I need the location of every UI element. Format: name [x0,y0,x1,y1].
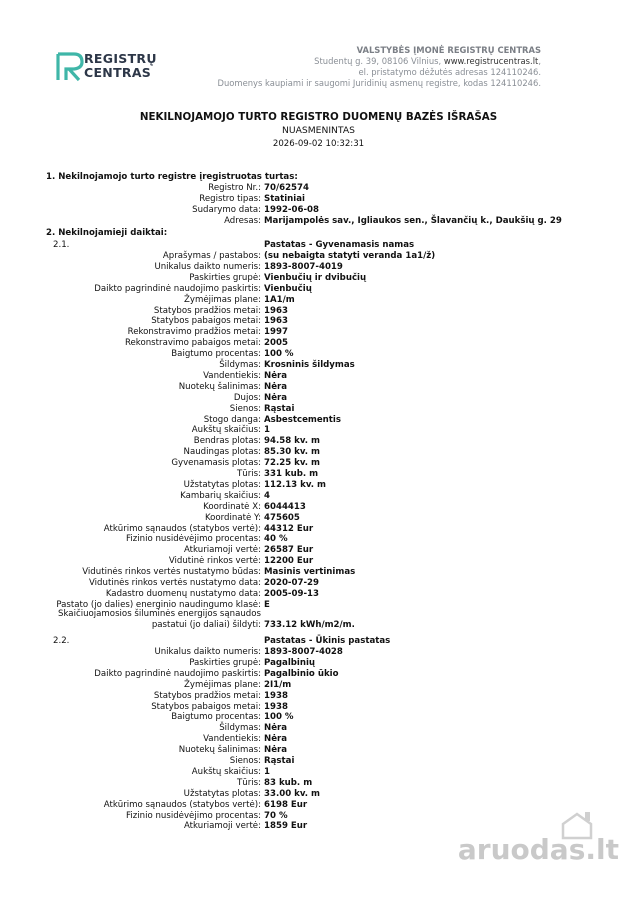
row-value: 1893-8007-4028 [264,647,343,657]
document-subtitle: NUASMENINTAS [282,125,355,136]
row-value: Nėra [264,745,288,756]
item-number: 2.2. [53,636,70,646]
row-value: Vienbučių ir dvibučių [264,272,367,283]
row-label: Paskirties grupė: [189,272,261,283]
field-row [0,194,637,205]
row-value: 1893-8007-4019 [264,261,343,272]
field-row [0,458,637,469]
row-label: Vidutinės rinkos vertės nustatymo data: [88,578,261,588]
row-label: Atkuriamoji vertė: [183,821,261,832]
field-row [0,691,637,702]
row-value: Nėra [264,381,288,392]
field-row [0,338,637,349]
row-value: Marijampolės sav., Igliaukos sen., Šlavančių k., Daukšių g. 29 [264,215,562,226]
row-value: Asbestcementis [264,414,341,425]
row-label: Nuotekų šalinimas: [178,745,261,756]
row-label: Daikto pagrindinė naudojimo paskirtis: [94,283,261,294]
field-row [0,360,637,371]
row-value: 1992-06-08 [264,204,319,215]
field-row [0,800,637,811]
row-value: 6044413 [264,501,306,512]
logo-text [84,52,157,80]
field-row [0,789,637,800]
field-row [0,756,637,767]
row-value: 100 % [264,349,294,360]
row-value: 1938 [264,701,288,712]
address-text: Studentų g. 39, 08106 Vilnius, [314,56,444,66]
field-row [0,767,637,778]
field-row [0,811,637,822]
row-label: Paskirties grupė: [189,657,261,668]
row-label: Unikalus daikto numeris: [154,647,261,657]
field-row [0,262,637,273]
row-value: Pagalbinių [264,657,316,668]
row-value: 26587 Eur [264,545,314,556]
document-datetime: 2026-09-02 10:32:31 [272,139,365,149]
organization-info [218,45,541,89]
row-label: Rekonstravimo pabaigos metai: [124,338,261,349]
row-label: Sienos: [229,403,261,414]
row-label: Šildymas: [219,723,261,734]
row-value: Pagalbinio ūkio [264,668,339,679]
row-value: 1963 [264,305,288,316]
energy-consumption-row [0,609,637,631]
field-row [0,327,637,338]
row-label: Žymėjimas plane: [184,294,261,305]
logo-line-1: REGISTRŲ [84,51,157,66]
field-row [0,502,637,513]
row-value: (su nebaigta statyti veranda 1a1/ž) [264,251,436,261]
row-value: 733.12 kWh/m2/m. [264,620,355,630]
row-label: Registro Nr.: [208,183,261,193]
row-value: Nėra [264,392,288,403]
field-row [0,778,637,789]
field-row [0,425,637,436]
row-label: Pastato (jo dalies) energinio naudingumo klasė: [56,599,261,610]
field-row [0,480,637,491]
item-name: Pastatas - Gyvenamasis namas [264,240,415,250]
row-label: Šildymas: [219,360,261,370]
field-row [0,415,637,426]
field-row [0,712,637,723]
row-label: Vandentiekis: [203,370,261,381]
organization-register: Duomenys kaupiami ir saugomi Juridinių asmenų registre, kodas 124110246. [217,78,541,88]
item-number: 2.1. [53,240,70,250]
row-label: Sudarymo data: [192,204,261,215]
row-value: 40 % [264,534,288,545]
row-label: Fizinio nusidėvėjimo procentas: [126,810,261,821]
organization-name: VALSTYBĖS ĮMONĖ REGISTRŲ CENTRAS [356,45,541,55]
row-label: Kambarių skaičius: [180,490,261,501]
website-link[interactable]: www.registrucentras.lt [443,56,539,66]
row-label: Aukštų skaičius: [191,425,261,436]
field-row [0,658,637,669]
field-row [0,723,637,734]
field-row [0,647,637,658]
field-row [0,745,637,756]
row-label: Koordinatė X: [203,501,261,512]
row-value: 83 kub. m [264,777,313,788]
row-value: 70/62574 [264,183,309,193]
row-value: Vienbučių [264,283,312,294]
row-label: Tūris: [237,469,261,479]
row-label: Aukštų skaičius: [191,766,261,777]
document-title: NEKILNOJAMOJO TURTO REGISTRO DUOMENŲ BAZĖS IŠRAŠAS [139,111,498,123]
row-value: 2020-07-29 [264,578,319,588]
row-value: 1963 [264,316,288,327]
row-label: Atkūrimo sąnaudos (statybos vertė): [103,799,261,810]
row-label: Atkuriamoji vertė: [183,545,261,556]
field-row [0,524,637,535]
field-row [0,734,637,745]
field-row [0,404,637,415]
row-label: Kadastro duomenų nustatymo data: [105,588,261,599]
field-row [0,393,637,404]
row-label: Atkūrimo sąnaudos (statybos vertė): [103,523,261,534]
field-row [0,680,637,691]
row-label: Skaičiuojamosios šiluminės energijos sąnaudos [58,609,261,619]
row-value: 100 % [264,712,294,723]
row-label: Aprašymas / pastabos: [162,251,261,261]
field-row [0,295,637,306]
row-value: Masinis vertinimas [264,567,356,578]
field-row [0,589,637,600]
row-value: Krosninis šildymas [264,360,355,370]
field-row [0,469,637,480]
row-value: 12200 Eur [264,556,314,567]
row-label: Statybos pabaigos metai: [151,316,261,327]
field-row [0,513,637,524]
row-value: 2I1/m [264,679,292,690]
row-value: 331 kub. m [264,469,319,479]
row-value: E [264,599,270,610]
organization-mailbox: el. pristatymo dėžutės adresas 124110246. [358,67,541,77]
field-row [0,534,637,545]
section-1-heading: 1. Nekilnojamojo turto registre įregistruotas turtas: [46,172,298,182]
row-label: Koordinatė Y: [204,512,261,523]
row-value: 72.25 kv. m [264,458,321,469]
row-label: Unikalus daikto numeris: [154,261,261,272]
field-row [0,316,637,327]
row-value: Nėra [264,370,288,381]
row-value: 1938 [264,690,288,701]
field-row [0,556,637,567]
row-label: Žymėjimas plane: [184,679,261,690]
row-label: Vidutinės rinkos vertės nustatymo būdas: [82,567,261,578]
row-label: Užstatytas plotas: [183,479,261,490]
field-row [0,273,637,284]
row-value: 2005-09-13 [264,588,319,599]
row-value: 1 [264,766,270,777]
field-row [0,216,637,227]
field-row [0,669,637,680]
row-label: Statybos pradžios metai: [153,305,261,316]
row-label: Vandentiekis: [203,734,261,745]
row-value: 1859 Eur [264,821,308,832]
row-label: Sienos: [229,756,261,766]
row-label: Tūris: [237,777,261,788]
row-label: pastatui (jo daliai) šildyti: [151,620,261,630]
row-label: Baigtumo procentas: [171,349,261,360]
field-row [0,702,637,713]
watermark-text: aruodas.lt [457,833,619,866]
row-value: 4 [264,490,270,501]
field-row [0,371,637,382]
field-row [0,491,637,502]
row-value: Rąstai [264,403,295,414]
field-row [0,349,637,360]
row-value: 70 % [264,810,288,821]
row-value: 1A1/m [264,294,295,305]
field-row [0,251,637,262]
row-label: Baigtumo procentas: [171,712,261,723]
item-name: Pastatas - Ūkinis pastatas [264,636,391,646]
row-label: Stogo danga: [203,414,261,425]
organization-address [218,56,541,67]
section-2-heading: 2. Nekilnojamieji daiktai: [46,228,168,238]
row-label: Fizinio nusidėvėjimo procentas: [126,534,261,545]
field-row [0,545,637,556]
row-label: Adresas: [224,215,261,226]
field-row [0,436,637,447]
row-value: Rąstai [264,756,295,766]
field-row [0,447,637,458]
row-value: 6198 Eur [264,799,308,810]
field-row [0,205,637,216]
row-value: Nėra [264,723,288,734]
row-label: Gyvenamasis plotas: [171,458,261,469]
field-row [0,567,637,578]
field-row [0,183,637,194]
row-value: 94.58 kv. m [264,436,321,447]
field-row [0,821,637,832]
row-label: Nuotekų šalinimas: [178,381,261,392]
row-label: Statybos pabaigos metai: [151,701,261,712]
row-value: 1 [264,425,270,436]
field-row [0,306,637,317]
row-value: 112.13 kv. m [264,479,326,490]
field-row [0,284,637,295]
row-value: 475605 [264,512,300,523]
field-row [0,382,637,393]
row-label: Statybos pradžios metai: [153,690,261,701]
row-value: 1997 [264,327,288,338]
address-suffix: , [538,56,541,66]
row-value: 2005 [264,338,288,349]
row-value: 33.00 kv. m [264,788,321,799]
row-label: Užstatytas plotas: [183,788,261,799]
row-label: Vidutinė rinkos vertė: [168,556,261,567]
logo-line-2: CENTRAS [84,65,152,80]
row-label: Rekonstravimo pradžios metai: [127,327,261,338]
row-value: 85.30 kv. m [264,447,321,458]
row-label: Daikto pagrindinė naudojimo paskirtis: [94,668,261,679]
row-label: Registro tipas: [199,193,261,204]
row-label: Bendras plotas: [193,436,261,447]
row-value: Nėra [264,734,288,745]
row-label: Naudingas plotas: [183,447,261,458]
row-label: Dujos: [233,392,261,403]
row-value: Statiniai [264,193,305,204]
field-row [0,578,637,589]
row-value: 44312 Eur [264,523,314,534]
